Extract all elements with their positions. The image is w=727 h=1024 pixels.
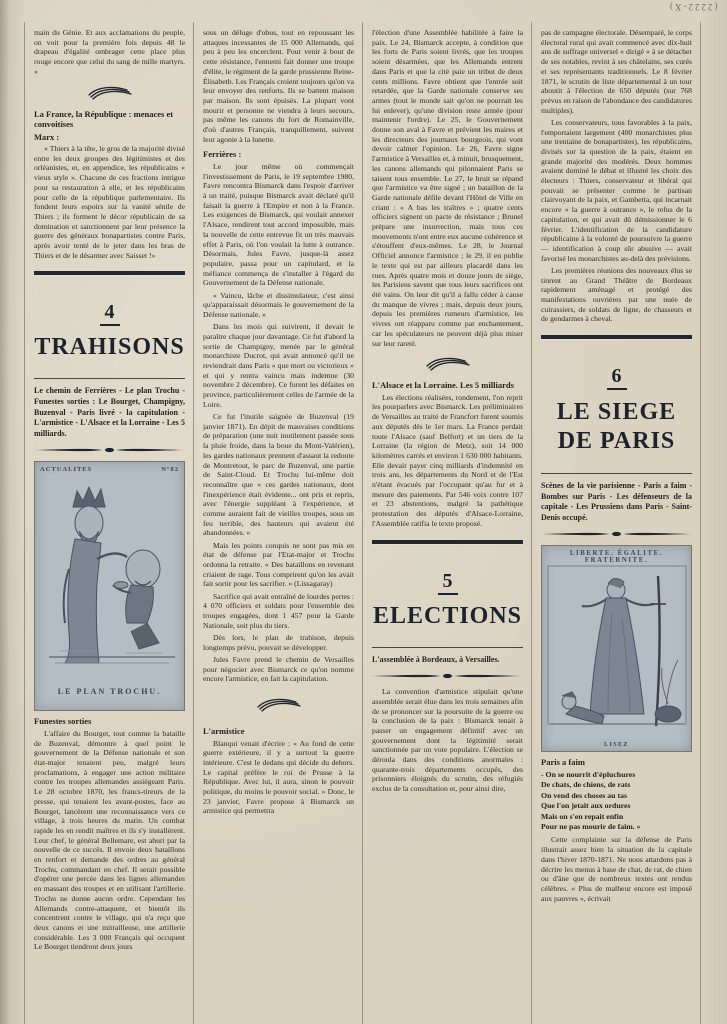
section-divider-bar bbox=[541, 335, 692, 339]
corner-note: (2222-X) bbox=[667, 2, 717, 12]
poem-line: Que l'on jetait aux ordures bbox=[541, 801, 631, 811]
thin-rule bbox=[372, 647, 523, 648]
chapter-number bbox=[372, 570, 523, 592]
body-paragraph: Cette complainte sur la défense de Paris illustrait assez bien la situation de la capitale dans l'hiver 1870-1871. Ne nous attardons pas à décrire les menus à base de chat, de rat, de chien ou d'âne que de nombreux textes ont rendus célèbres. « Plus de malheur encore est imposé aux pauvres », écrivait bbox=[541, 835, 692, 903]
poem-line: De chats, de chiens, de rats bbox=[541, 780, 631, 790]
chapter-number-text: 5 bbox=[438, 570, 458, 595]
body-paragraph: Les élections réalisées, rondement, l'on reprit les pourparlers avec Bismarck. Les préliminaires de Versailles au traité de Francfort furent soumis aux députés dès le 1er mars. La France perdait toute l'Alsace (sauf Belfort) et un tiers de la Lorraine (la région de Metz), soit 14 000 kilomètres carrés et environ 1 630 000 habitants. Elle devait payer cinq milliards d'indemnité en trois ans, les départements du Nord et de l'Est n'étant évacués par l'occupant qu'au fur et à mesure des paiements. Par 546 voix contre 107 et 23 abstentions, malgré la pathétique protestation des députés d'Alsace-Lorraine, l'Assemblée ratifia le texte proposé. bbox=[372, 392, 523, 528]
body-paragraph: Les conservateurs, tous favorables à la paix, l'emportaient largement (400 monarchistes plus une trentaine de bonapartistes), les républicains, divisés sur la question de la paix, étaient en grande majorité des modérés. Deux hommes avaient dominé le débat et illustré les choix des électeurs : Thiers, conservateur et libéral qui pouvait se présenter comme le partisan clairvoyant de la paix, et Gambetta, qui incarnait encore « la guerre à outrance », le refus de la capitulation, et qui avait dû démissionner le 6 février. L'identification de la candidature républicaine à la volonté de poursuivre la guerre — identification à coup sûr abusive — avait favorisé les monarchistes au-delà des prévisions. bbox=[541, 117, 692, 263]
section-divider-bar bbox=[372, 540, 523, 544]
body-paragraph: L'affaire du Bourget, tout comme la bataille de Buzenval, démontre à quel point le gouvernement de la Défense nationale et son état-major tenaient peu, malgré leurs proclamations, à engager une action militaire contre les troupes allemandes assiégeant Paris. Le 28 octobre 1870, les francs-tireurs de la presse, qui tenaient les avant-postes, face au Bourget, lancèrent une reconnaissance vers ce village, à trois heures du matin. Un combat rapide les en rendit maîtres et ils s'y installèrent. Leur chef, le général Bellemare, est ahuri par la nouvelle de ce succès. Il envoie deux bataillons en renfort et demande des ordres au général Trochu, commandant en chef. Il serait possible d'opérer une percée dans les lignes allemandes en massant des troupes et en utilisant l'artillerie. Trochu ne donne aucun ordre. Cependant les Allemands contre-attaquent, et bientôt ils concentrent contre le village, qui n'a reçu que deux canons et une mitrailleuse, une artillerie considérable. Les 3 000 Français qui occupent Le Bourget tiendront deux jours bbox=[34, 728, 185, 952]
chapter-summary: Scènes de la vie parisienne - Paris a faim - Bombes sur Paris - Les défenseurs de la capitale - Les Prussiens dans Paris - Saint-Denis occupé. bbox=[541, 481, 692, 522]
text-columns bbox=[24, 22, 703, 1024]
body-paragraph: l'élection d'une Assemblée habilitée à faire la paix. Le 24, Bismarck accepte, à condition que les forts de Paris soient livrés, que les troupes soient désarmées, que les Allemands entrent dans Paris et que la cité paie un tribut de deux cents millions. Favre obtient que l'entrée soit retardée, que la Garde nationale conserve ses armes (tout le monde sait qu'on ne pourrait les lui enlever), qu'une division reste armée (pour maintenir l'ordre). Le 25, le Gouvernement donne son aval à Favre et prévient les maires et les directeurs des journaux bourgeois, qui vont devoir calmer l'opinion. Le 26, Favre signe l'armistice à Versailles et, à minuit, brusquement, les canons allemands qui pilonnaient Paris se taisent tous ensemble. Le 27, le bruit se répand que l'armistice va être signé ; un bataillon de la Garde nationale défile devant l'Hôtel de Ville en criant : « A bas les traîtres » ; quatre cents officiers signent un pacte de résistance ; Brunel prépare une insurrection, mais tous ces mouvements n'ont entre eux aucune cohérence et s'étouffent d'eux-mêmes. Le 28, le Journal Officiel annonce l'armistice ; le 29, il en publie le texte qui est par ailleurs placardé dans les rues. Après quatre mois et douze jours de siège, les Parisiens savent que tous leurs sacrifices ont été vains. On leur dit qu'il a fallu céder à cause du manque de vivres ; mais, depuis deux jours, depuis les premières rumeurs d'armistice, les vivres ont réapparu comme par enchantement, car les spéculateurs ne peuvent déjà plus miser sur leur rareté. bbox=[372, 28, 523, 348]
body-paragraph: « Thiers à la tête, le gros de la majorité divisé entre les deux groupes des légitimistes et des orléanistes, et, en appendice, les républicains « vieux style ». Chacune de ces fractions intrigue pour sa restauration à elle, et les républicains pour celle de la république parlementaire. Ils fondent leurs espoirs sur la vanité sénile de Thiers ; ils forment le décor républicain de sa domination et sanctionnent par leur présence la guerre des généraux bonapartistes contre Paris, après avoir tenté de le jeter dans les bras de Thiers et de le désarmer avec Saisset !» bbox=[34, 144, 185, 260]
body-paragraph: Dans les mois qui suivirent, il devait le paraître chaque jour davantage. Ce fut d'abord la sortie de Champigny, menée par le général monarchiste Ducrot, qui avait annoncé qu'il ne reviendrait dans Paris « que mort ou victorieux » et qui y rentra vaincu mais indemne (30 novembre 2 décembre). Ce furent les défaites en province, particulièrement celles de l'armée de la Loire. bbox=[203, 322, 354, 409]
quote-paragraph: « Vaincu, lâche et dissimulateur, c'est ainsi qu'apparaissait désormais le gouvernement de la Défense nationale. » bbox=[203, 290, 354, 319]
section-heading: Ferrières : bbox=[203, 149, 242, 160]
engraving-lisez bbox=[541, 545, 692, 752]
section-heading: L'armistice bbox=[203, 726, 245, 736]
tapered-rule-icon bbox=[541, 530, 692, 539]
tapered-rule-icon bbox=[372, 672, 523, 681]
body-paragraph: sous un déluge d'obus, tout en repoussant les attaques incessantes de 15 000 Allemands, qui peu à peu les encerclent. Pour venir à bout de cette résistance, l'ennemi fait donner une troupe d'élite, le régiment de la garde prussienne Reine-Élisabeth. Les Français croient toujours qu'on va leur envoyer des renforts. Ils se battent maison par maison. Ils sont épuisés. La plupart vont mourir et personne ne viendra à leurs secours, pas même les canons du fort de Romainville, d'où d'autres Français, tranquillement, suivent leur agonie à la lunette. bbox=[203, 28, 354, 144]
section-heading: L'Alsace et la Lorraine. Les 5 milliards bbox=[372, 380, 514, 391]
fleuron-divider-icon bbox=[34, 86, 185, 102]
body-paragraph: Mais les points conquis ne sont pas mis en état de défense par l'Etat-major et Trochu ordonna la retraite. « Des bataillons en revenant criaient de rage. Tous comprirent qu'on les avait fait sortir pour les sacrifier. » (Lissagaray) bbox=[203, 540, 354, 589]
author-label: Marx : bbox=[34, 131, 60, 142]
poem-line: Pour ne pas mourir de faim. » bbox=[541, 822, 641, 831]
poem-block bbox=[541, 770, 692, 832]
column-4 bbox=[532, 22, 701, 1024]
thin-rule bbox=[34, 378, 185, 379]
tapered-rule-icon bbox=[34, 446, 185, 455]
poem-line: Mais on s'en repait enfin bbox=[541, 811, 624, 821]
chapter-title-line2: DE PARIS bbox=[557, 428, 676, 455]
fleuron-divider-icon bbox=[372, 357, 523, 373]
chapter-title: TRAHISONS bbox=[34, 334, 185, 361]
chapter-title bbox=[541, 398, 692, 456]
chapter-title-line1: LE SIEGE bbox=[556, 399, 677, 426]
section-heading: Paris a faim bbox=[541, 757, 585, 768]
poem-line: - On se nourrit d'épluchures bbox=[541, 769, 636, 779]
body-paragraph: Jules Favre prend le chemin de Versailles pour négocier avec Bismarck ce qu'on nomme encore l'armistice, en fait la capitulation. bbox=[203, 654, 354, 684]
thin-rule bbox=[541, 473, 692, 474]
body-paragraph: Dès lors, le plan de trahison, depuis longtemps prévu, pouvait se développer. bbox=[203, 632, 354, 652]
body-paragraph: Ce fut l'inutile saignée de Buzenval (19 janvier 1871). En dépit de mauvaises conditions de préparation (une nuit inutilement passée sous la pluie froide, dans la boue du Mont-Valérien), les gardes nationaux prennent d'assaut la redoute de Montretout, le parc de Buzenval, une partie de Saint-Cloud. Et Trochu lui-même doit reconnaître que « ces gardes nationaux, dont l'inexpérience était évidente... ont pris et repris, avec l'énergie suppléant à l'expérience, et comme auraient fait de vieilles troupes, sous un feu terrible, des hauteurs qui avaient été abandonnées. » bbox=[203, 412, 354, 538]
column-1 bbox=[25, 22, 194, 1024]
engraving-banner: LIBERTE. ÉGALITE. FRATERNITE. bbox=[569, 550, 664, 565]
cartoon-header-left: ACTUALITES bbox=[40, 466, 93, 474]
cartoon-caption: LE PLAN TROCHU. bbox=[57, 687, 162, 697]
engraving-drawing bbox=[542, 564, 692, 736]
chapter-summary: Le chemin de Ferrières - Le plan Trochu - Funestes sorties : Le Bourget, Champigny, Buzenval - Paris livré - la capitulation - L'armistice - L'Alsace et la Lorraine - Les 5 milliards. bbox=[34, 386, 185, 438]
chapter-number-text: 4 bbox=[100, 301, 120, 326]
poem-line: On vend des choses au tas bbox=[541, 790, 627, 800]
cartoon-plan-trochu bbox=[34, 461, 185, 711]
body-paragraph: La convention d'armistice stipulait qu'une assemblée serait élue dans les trois semaines afin de se prononcer sur la poursuite de la guerre ou la conclusion de la paix : Bismarck tenait à passer un engagement définitif avec un gouvernement dont la légitimité serait sanctionnée par un vote populaire. L'élection se déroula dans des conditions anormales : quarante-trois départements occupés, des prisonniers éloignés du scrutin, des réfugiés exclus de la consultation et, pour ainsi dire, bbox=[372, 687, 523, 794]
body-paragraph: pas de campagne électorale. Désemparé, le corps électoral rural qui avait commencé avec dix-huit ans de suffrage universel « dirigé » à se détacher de ses notables, revint à ses châtelains, ses curés et ses représentants traditionnels. Le 8 février 1871, le scrutin de liste départemental à un tour aboutit à l'élection de 650 députés (sur 768 prévus en raison de l'abondance des candidatures multiples). bbox=[541, 28, 692, 115]
column-2 bbox=[194, 22, 363, 1024]
fleuron-divider-icon bbox=[203, 698, 354, 714]
column-3 bbox=[363, 22, 532, 1024]
body-paragraph: Blanqui venait d'écrire : « Au fond de cette guerre extérieure, il y a surtout la guerre intérieure. C'est le dedans qui décide du dehors. Le capital préfère le roi de Prusse à la République. Avec lui, il aura, sinon le pouvoir politique, du moins le pouvoir social. » Donc, le 23 janvier, Favre propose à Bismarck un armistice qui permettra bbox=[203, 738, 354, 816]
cartoon-header-right: N°82 bbox=[161, 466, 179, 474]
section-heading: La France, la République : menaces et convoitises bbox=[34, 108, 174, 130]
body-paragraph: Le jour même où commençait l'investissement de Paris, le 19 septembre 1980, Favre rencontra Bismarck dans l'espoir d'arriver à un traité, puisque Bismarck avait déclaré qu'il faisait la guerre à l'Empire et non à la France. Les exigences de Bismarck, qui voulait annexer l'Alsace, rendirent tout accord impossible, mais la nouvelle de cette entrevue fit un très mauvais effet à Paris, où l'on voulait la lutte à outrance. Désormais, Jules Favre, jusque-là assez populaire, passa pour un capitulard, et la méfiance commença de s'installer à l'égard du Gouvernement de la Défense nationale. bbox=[203, 161, 354, 288]
chapter-number bbox=[541, 365, 692, 387]
chapter-subtitle: L'assemblée à Bordeaux, à Versailles. bbox=[372, 654, 500, 664]
chapter-number bbox=[34, 301, 185, 323]
body-paragraph: Sacrifice qui avait entraîné de lourdes pertes : 4 070 officiers et soldats pour l'ensemble des troupes engagées, dont 1 457 pour la Garde Nationale, soit plus du tiers. bbox=[203, 591, 354, 630]
engraving-caption: LISEZ bbox=[604, 742, 629, 749]
section-divider-bar bbox=[34, 271, 185, 275]
section-heading: Funestes sorties bbox=[34, 716, 92, 727]
body-paragraph: main du Génie. Et aux acclamations du peuple, on voit pour la première fois depuis 48 le drapeau d'égalité ombrager cette place plus rouge encore que celui du sang de mille martyrs. » bbox=[34, 28, 185, 76]
cartoon-drawing bbox=[35, 473, 185, 678]
body-paragraph: Les premières réunions des nouveaux élus se tinrent au Grand Théâtre de Bordeaux rapidement aménagé et protégé des manifestations ouvrières par une nuée de cuirassiers, de soldats de ligne, de chasseurs et de gendarmes à cheval. bbox=[541, 265, 692, 324]
chapter-number-text: 6 bbox=[607, 365, 627, 390]
chapter-title: ELECTIONS bbox=[372, 602, 523, 629]
